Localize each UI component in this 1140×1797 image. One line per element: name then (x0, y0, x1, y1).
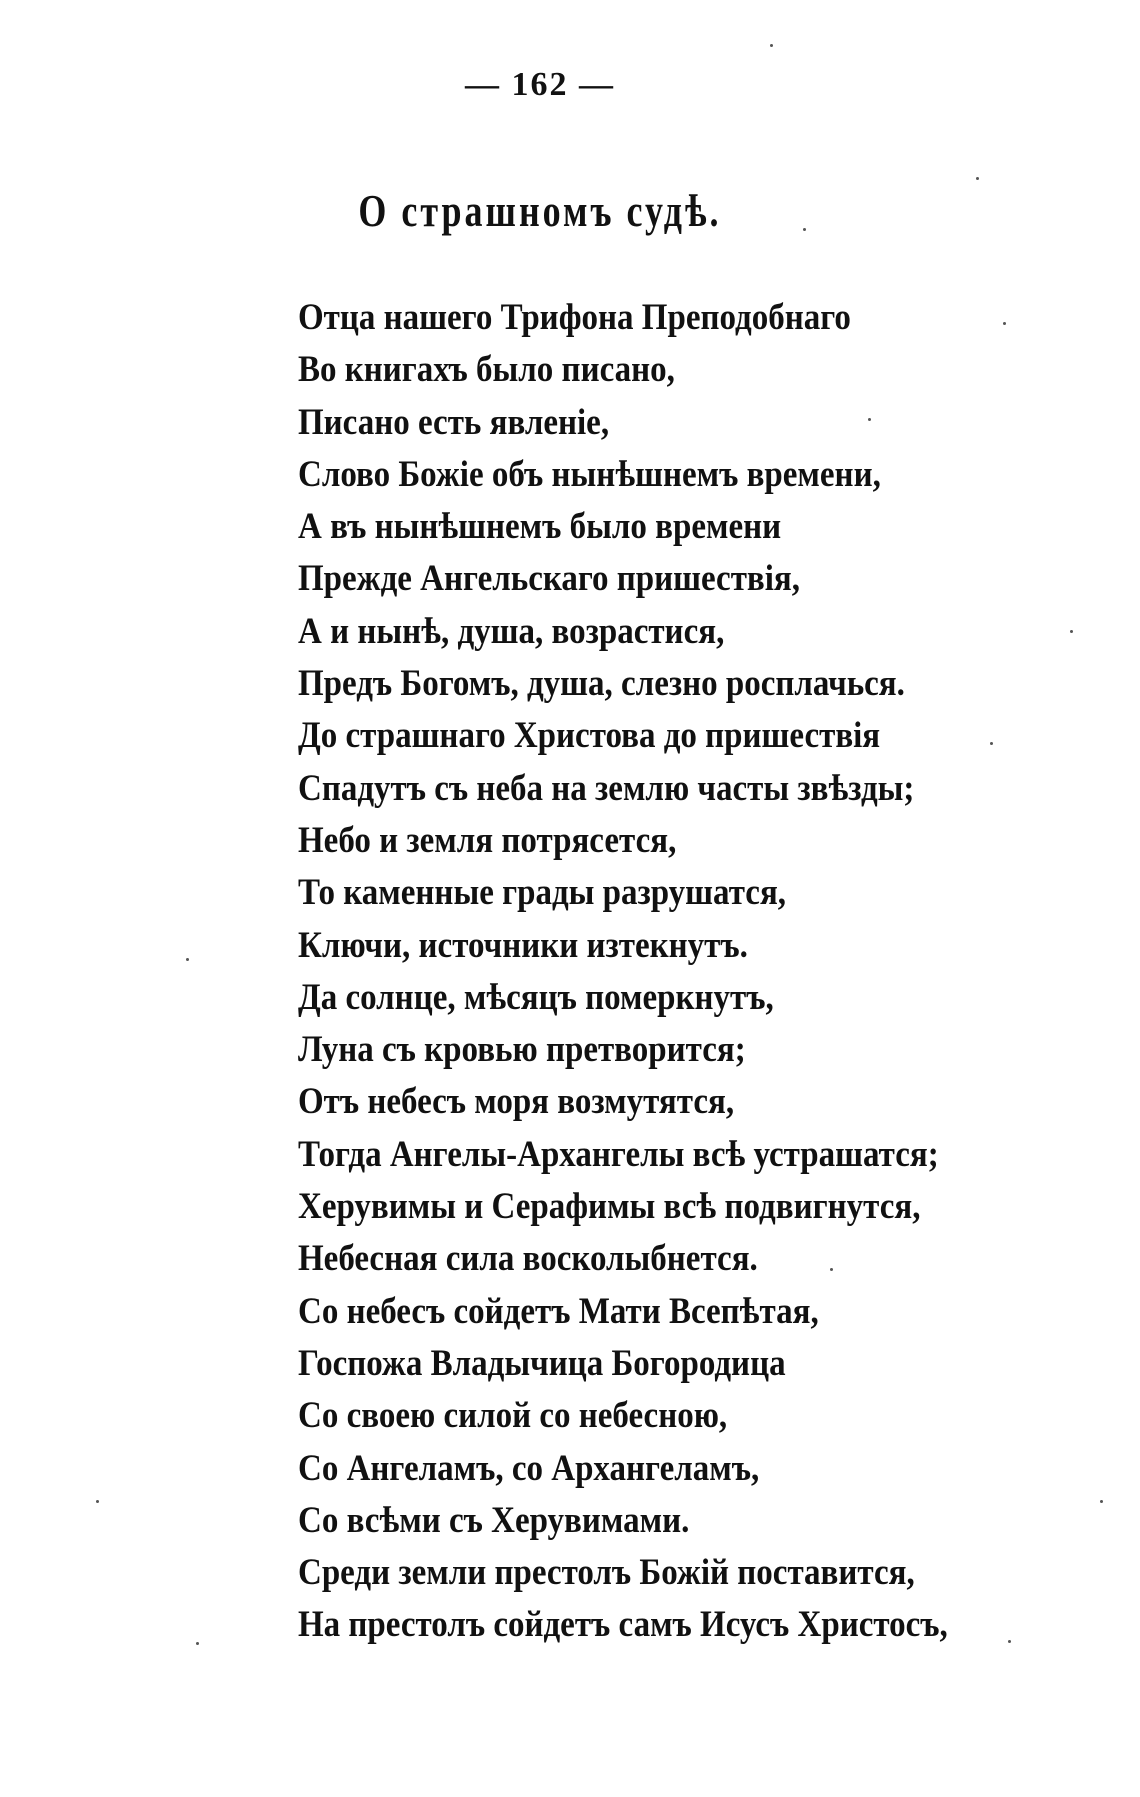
poem-line: Среди земли престолъ Божій поставится, (298, 1552, 915, 1594)
scan-speck (976, 177, 979, 180)
poem-line: На престолъ сойдетъ самъ Исусъ Христосъ, (298, 1605, 948, 1646)
poem-line: Прежде Ангельскаго пришествія, (298, 559, 801, 600)
poem-line: Да солнце, мѣсяцъ померкнутъ, (298, 977, 774, 1019)
poem-line: Луна съ кровью претворится; (298, 1029, 746, 1071)
poem-line: Со Ангеламъ, со Архангеламъ, (298, 1448, 760, 1489)
poem-line: Ключи, источники изтекнутъ. (298, 925, 748, 966)
poem-line: То каменные грады разрушатся, (298, 873, 787, 914)
poem-line: До страшнаго Христова до пришествія (298, 716, 881, 757)
poem-line: А и нынѣ, душа, возрастися, (298, 611, 725, 652)
poem-line: Херувимы и Серафимы всѣ подвигнутся, (298, 1186, 921, 1228)
scan-speck (196, 1642, 199, 1645)
poem-line: Во книгахъ было писано, (298, 350, 675, 391)
poem-line: Писано есть явленіе, (298, 402, 610, 443)
poem-line: Отца нашего Трифона Преподобнаго (298, 297, 851, 339)
poem-line: Небесная сила восколыбнется. (298, 1239, 758, 1280)
scan-speck (96, 1500, 99, 1503)
poem-line: Тогда Ангелы-Архангелы всѣ устрашатся; (298, 1134, 939, 1175)
scan-speck (868, 418, 871, 421)
scan-speck (990, 742, 993, 745)
poem-line: Со всѣми съ Херувимами. (298, 1500, 690, 1541)
poem-line: Небо и земля потрясется, (298, 820, 677, 862)
scan-speck (1008, 1640, 1011, 1643)
scan-speck (1070, 630, 1073, 633)
poem-title: О страшномъ судѣ. (358, 186, 722, 236)
scan-speck (803, 228, 806, 231)
scan-speck (770, 44, 773, 47)
scan-speck (186, 958, 189, 961)
poem-line: Спадутъ съ неба на землю часты звѣзды; (298, 768, 915, 809)
scan-speck (830, 1268, 833, 1271)
poem-line: Со небесъ сойдетъ Мати Всепѣтая, (298, 1291, 819, 1332)
page-number: — 162 — (465, 66, 615, 103)
poem-line: Отъ небесъ моря возмутятся, (298, 1082, 735, 1123)
poem-line: Со своею силой со небесною, (298, 1396, 728, 1437)
poem-line: Предъ Богомъ, душа, слезно росплачься. (298, 663, 905, 705)
scan-speck (1003, 322, 1006, 325)
poem-line: А въ нынѣшнемъ было времени (298, 507, 782, 548)
poem-line: Слово Божіе объ нынѣшнемъ времени, (298, 454, 881, 496)
poem-line: Госпожа Владычица Богородица (298, 1343, 786, 1385)
scan-speck (1100, 1500, 1103, 1503)
poem-body (298, 292, 948, 1652)
